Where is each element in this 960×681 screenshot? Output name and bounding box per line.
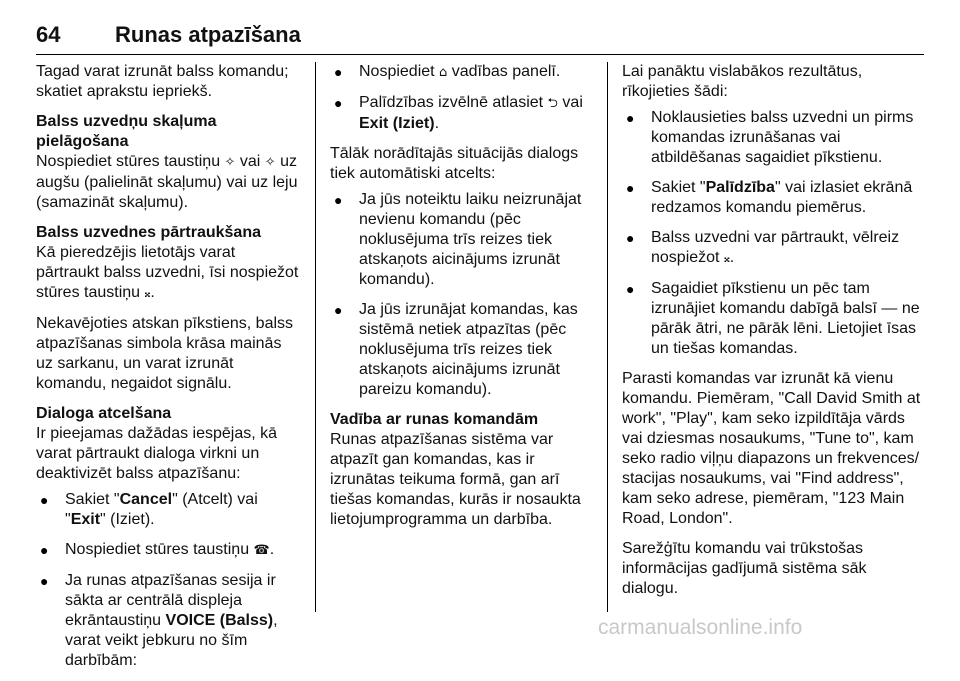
list-item: ● Ja jūs noteiktu laiku neizrunājat nevienu komandu (pēc noklusējuma trīs reizes tiek atskaņots aicinājums izrunāt komandu).	[330, 190, 594, 290]
text: Palīdzības izvēlnē atlasiet	[359, 94, 548, 111]
column-left	[36, 62, 302, 681]
list-item	[36, 540, 302, 561]
text: " vai izlasiet ekrānā redzamos komandu piemērus.	[651, 179, 913, 216]
text: Ja runas atpazīšanas sesija ir sākta ar centrālā displeja ekrāntaustiņu	[65, 572, 276, 629]
list-item: ● Sagaidiet pīkstienu un pēc tam izrunājiet komandu dabīgā balsī — ne pārāk ātri, ne pārāk lēni. Lietojiet īsas un tiešas komandas.	[622, 279, 922, 359]
section-heading: Balss uzvednes pārtraukšana	[36, 224, 261, 241]
text: " (Atcelt) vai "	[65, 491, 258, 528]
intro-paragraph: Tagad varat izrunāt balss komandu; skatiet aprakstu iepriekš.	[36, 63, 289, 100]
list-item	[330, 93, 594, 134]
section-heading: Balss uzvedņu skaļuma pielāgošana	[36, 113, 217, 150]
column-divider	[607, 62, 608, 612]
text: vai	[235, 153, 265, 170]
page-number: 64	[36, 22, 61, 47]
voice-icon: 𝄪	[723, 251, 730, 266]
column-divider	[315, 62, 316, 612]
text: .	[434, 115, 440, 132]
list-item	[36, 571, 302, 671]
list-item: ● Ja jūs izrunājat komandas, kas sistēmā netiek atpazītas (pēc noklusējuma trīs reizes tiek atskaņots aicinājums izrunāt pareizu komandu).	[330, 300, 594, 400]
column-right	[622, 62, 922, 609]
home-icon: ⌂	[439, 65, 448, 80]
text: .	[729, 249, 735, 266]
page-title: Runas atpazīšana	[115, 22, 301, 47]
text: Nospiediet stūres taustiņu	[65, 541, 254, 558]
section-heading: Vadība ar runas komandām	[330, 411, 539, 428]
paragraph	[36, 152, 302, 213]
bold-text: VOICE (Balss)	[165, 612, 274, 629]
bullet-list	[330, 190, 594, 400]
list-item	[622, 228, 922, 269]
end-call-icon: ☎	[253, 543, 270, 558]
voice-icon: 𝄪	[144, 286, 151, 301]
text: Sakiet "	[65, 491, 120, 508]
paragraph	[36, 243, 302, 304]
volume-up-icon: ✧	[224, 155, 236, 170]
text: vai	[557, 94, 583, 111]
paragraph: Runas atpazīšanas sistēma var atpazīt gan komandas, kas ir izrunātas teikuma formā, gan arī tiešas komandas, kurās ir nosaukta lietojumprogramma un darbība.	[330, 431, 581, 528]
page-header	[36, 22, 924, 55]
bold-text: Cancel	[119, 491, 173, 508]
watermark: carmanualsonline.info	[598, 616, 803, 639]
paragraph: Sarežģītu komandu vai trūkstošas informācijas gadījumā sistēma sāk dialogu.	[622, 540, 867, 597]
paragraph: Tālāk norādītajās situācijās dialogs tiek automātiski atcelts:	[330, 145, 579, 182]
list-item	[36, 490, 302, 530]
text: vadības panelī.	[447, 63, 561, 80]
paragraph: Lai panāktu vislabākos rezultātus, rīkojieties šādi:	[622, 63, 863, 100]
back-icon: ⮌	[547, 96, 558, 111]
text: Balss uzvedni var pārtraukt, vēlreiz nospiežot	[651, 229, 900, 266]
text: .	[150, 284, 155, 301]
text: Nospiediet stūres taustiņu	[36, 153, 225, 170]
paragraph: Nekavējoties atskan pīkstiens, balss atpazīšanas simbola krāsa mainās uz sarkanu, un varat izrunāt komandu, negaidot signālu.	[36, 315, 294, 392]
text: Sakiet "	[651, 179, 706, 196]
list-item	[622, 178, 922, 218]
list-item: ● Noklausieties balss uzvedni un pirms komandas izrunāšanas vai atbildēšanas sagaidiet pīkstienu.	[622, 108, 922, 168]
section-heading: Dialoga atcelšana	[36, 405, 172, 422]
paragraph: Parasti komandas var izrunāt kā vienu komandu. Piemēram, "Call David Smith at work", "Play", kam seko izpildītāja vārds vai dziesmas nosaukums, "Tune to", kam seko radio viļņu diapazons un frekvences/ stacijas nosaukums, vai "Find address", kam seko adrese, piemēram, "123 Main Road, London".	[622, 370, 921, 527]
bold-text: Palīdzība	[705, 179, 775, 196]
volume-down-icon: ✧	[264, 155, 276, 170]
paragraph: Ir pieejamas dažādas iespējas, kā varat pārtraukt dialoga virkni un deaktivizēt balss atpazīšanu:	[36, 425, 278, 482]
text: Nospiediet	[359, 63, 440, 80]
text: uz augšu (palielināt skaļumu) vai uz leju (samazināt skaļumu).	[36, 153, 298, 211]
bullet-list	[36, 490, 302, 671]
bold-text: Exit (Iziet)	[359, 115, 435, 132]
column-middle	[330, 62, 594, 540]
bullet-list	[330, 62, 594, 134]
text: .	[269, 541, 275, 558]
bullet-list	[622, 108, 922, 359]
bold-text: Exit	[70, 511, 101, 528]
text: " (Iziet).	[100, 511, 155, 528]
text: , varat veikt jebkuru no šīm darbībām:	[65, 612, 278, 669]
text: Kā pieredzējis lietotājs varat pārtraukt balss uzvedni, īsi nospiežot stūres taustiņu	[36, 244, 299, 301]
list-item	[330, 62, 594, 83]
